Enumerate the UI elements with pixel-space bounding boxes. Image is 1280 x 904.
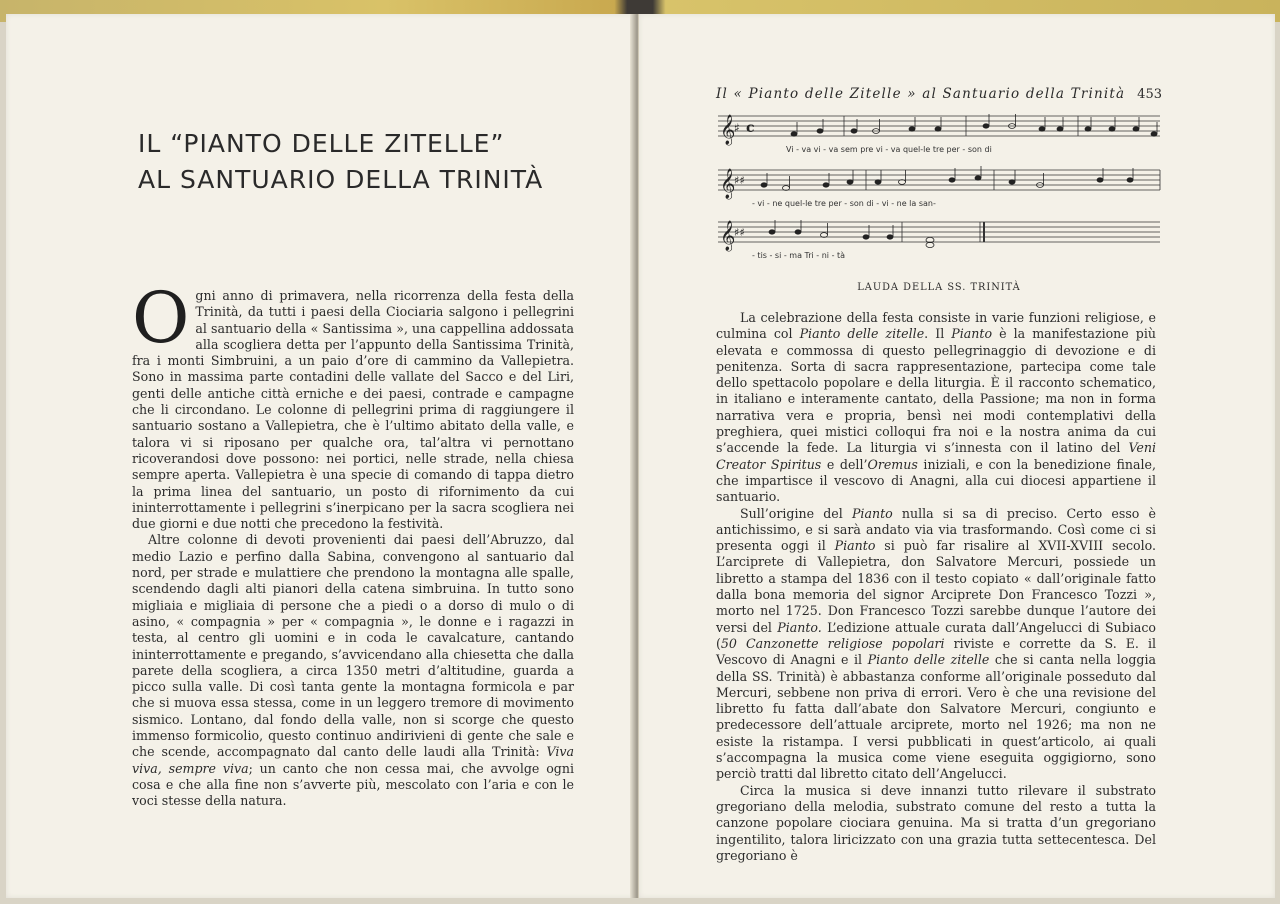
lyrics-line-2: - vi - ne quel-le tre per - son di - vi - ne la san-: [752, 199, 936, 208]
rp2-i3: Pianto.: [777, 619, 822, 635]
article-title: [138, 126, 608, 198]
rp1-b: . Il: [924, 326, 952, 342]
rp1-i1: Pianto delle zitelle: [799, 326, 925, 342]
paragraph-1: [132, 277, 574, 532]
right-paragraph-1: [716, 310, 1156, 506]
music-score-svg: [716, 108, 1164, 268]
paragraph-2-text-a: Altre colonne di devoti provenienti dai paesi dell’Abruzzo, dal medio Lazio e perfino dalla Sabina, convengono al santuario dal nord, per strade e mulattiere che prendono la montagna alle spalle, scendendo dagli alti pianori della catena simbruina. In tutto sono migliaia e migliaia di persone che a piedi o a dorso di mulo o di asino, « compagnia » per « compagnia », le donne e i ragazzi in testa, al centro gli uomini e in coda le cavalcature, cantando ininterrottamente e pregando, s’avvicendano alla chiesetta che dalla parete della scogliera, a circa 1350 metri d’altitudine, guarda a picco sulla valle. Di così tanta gente la montagna formicola e par che si muova essa stessa, come in un leggero tremore di movimento sismico. Lontano, dal fondo della valle, non si scorge che questo immenso formicolio, questo continuo andirivieni di gente che sale e che scende, accompagnato dal canto delle laudi alla Trinità:: [132, 532, 574, 760]
rp2-i1: Pianto: [851, 505, 893, 521]
right-body-text: [716, 310, 1156, 864]
rp1-i4: Oremus: [867, 456, 918, 472]
page-number: 453: [1137, 87, 1162, 102]
rp2-d: L’edizione attuale curata dall’Angelucci di Subiaco (: [716, 619, 1156, 651]
left-body-text: [132, 277, 575, 810]
paragraph-1-text: gni anno di primavera, nella ricorrenza della festa della Trinità, da tutti i paesi della Ciociaria salgono i pellegrini al santuario della « Santissima », una cappellina addossata alla scogliera detta per l’appunto della Santissima Trinità, fra i monti Simbruini, a un paio d’ore di cammino da Vallepietra. Sono in massima parte contadini delle vallate del Sacco e del Liri, genti delle antiche città erniche e dei paesi, contrade e campagne che li circondano. Le colonne di pellegrini prima di raggiungere il santuario sostano a Vallepietra, che è l’ultimo abitato della valle, e talora vi si riposano per qualche ora, tal’altra vi pernottano ricoverandosi dove possono: nei portici, nelle strade, nella chiesa sempre aperta. Vallepietra è una specie di comando di tappa dietro la prima linea del santuario, un posto di rifornimento da cui ininterrottamente i pellegrini s’inerpicano per la sacra scogliera nei due giorni e due notti che precedono la festività.: [132, 288, 574, 532]
rp2-e: riviste e corrette da S. E. il Vescovo di Anagni e il: [716, 635, 1156, 668]
running-head-title: Il « Pianto delle Zitelle » al Santuario della Trinità: [716, 86, 1126, 102]
right-paragraph-3: Circa la musica si deve innanzi tutto rilevare il substrato gregoriano della melodia, substrato comune del resto a tutta la canzone popolare ciociara genuina. Ma si tratta d’un gregoriano ingentilito, talora liricizzato con una grazia tutta settecentesca. Del gregoriano è: [716, 782, 1156, 863]
treble-clef-1: 𝄞: [720, 115, 736, 145]
paragraph-2: [132, 532, 574, 809]
svg-text:♯♯: ♯♯: [734, 226, 745, 239]
svg-text:♯: ♯: [734, 121, 740, 135]
music-score: [716, 108, 1164, 268]
svg-text:𝄞: 𝄞: [720, 221, 736, 251]
rp2-i2: Pianto: [834, 538, 876, 554]
rp1-i3: Veni Creator Spiritus: [716, 440, 1156, 472]
rp2-c: si può far risalire al XVII-XVIII secolo. L’arciprete di Vallepietra, don Salvatore Mercuri, possiede un libretto a stampa del 1836 con il testo copiato « dall’originale fatto dalla bona memoria del signor Arciprete Don Francesco Tozzi », morto nel 1725. Don Francesco Tozzi sarebbe dunque l’autore dei versi del: [716, 538, 1156, 635]
title-line-1: IL “PIANTO DELLE ZITELLE”: [138, 129, 505, 158]
rp1-a: La celebrazione della festa consiste in varie funzioni religiose, e culmina col: [716, 310, 1156, 342]
svg-text:𝄞: 𝄞: [720, 169, 736, 199]
music-caption: LAUDA DELLA SS. TRINITÀ: [857, 282, 1021, 293]
rp2-i4: 50 Canzonette religiose popolari: [720, 635, 945, 651]
rp2-b: nulla si sa di preciso. Certo esso è antichissimo, e si sarà andato via via trasformando. Così come ci si presenta oggi il: [716, 505, 1156, 554]
right-paragraph-2: [716, 506, 1156, 783]
rp1-i2: Pianto: [951, 326, 993, 342]
rp1-c: è la manifestazione più elevata e commossa di questo pellegrinaggio di devozione e di penitenza. Sorta di sacra rappresentazione, partecipa come tale dello spettacolo popolare e della liturgia. È il racconto schematico, in italiano e interamente cantato, della Passione; ma non in forma narrativa vera e propria, bensì nei modi contemplativi della preghiera, quei mistici colloqui fra noi e la nostra anima da cui s’accende la fede. La liturgia vi s’innesta con il latino del: [716, 326, 1157, 456]
rp1-d: e dell’: [821, 456, 868, 472]
rp2-f: che si canta nella loggia della SS. Trinità) è abbastanza conforme all’originale posseduto dal Mercuri, sebbene non priva di errori. Vero è che una revisione del libretto fu fatta dall’abate don Salvatore Mercuri, congiunto e predecessore dell’attuale arciprete, morto nel 1926; ma non ne esiste la ristampa. I versi pubblicati in quest’articolo, ai quali s’accompagna la musica come viene eseguita oggigiorno, sono perciò tratti dal libretto citato dell’Angelucci.: [716, 652, 1157, 782]
title-line-2: AL SANTUARIO DELLA TRINITÀ: [138, 165, 544, 194]
rp2-i5: Pianto delle zitelle: [867, 652, 990, 668]
rp1-e: iniziali, e con la benedizione finale, che impartisce il vescovo di Anagni, alla cui diocesi appartiene il santuario.: [716, 456, 1156, 505]
lyrics-line-1: Vi - va vi - va sem pre vi - va quel-le tre per - son di: [786, 145, 992, 154]
rp2-a: Sull’origine del: [740, 505, 852, 521]
lyrics-line-3: - tis - si - ma Tri - ni - tà: [752, 251, 846, 260]
running-head: [716, 86, 1162, 102]
paragraph-2-italic: Viva viva, sempre viva: [132, 744, 574, 776]
paragraph-2-text-b: ; un canto che non cessa mai, che avvolge ogni cosa e che alla fine non s’avverte più, mescolato con l’aria e con le voci stesse della natura.: [132, 760, 575, 809]
svg-text:c: c: [746, 120, 755, 136]
drop-cap: O: [132, 277, 190, 359]
svg-text:♯♯: ♯♯: [734, 174, 745, 187]
